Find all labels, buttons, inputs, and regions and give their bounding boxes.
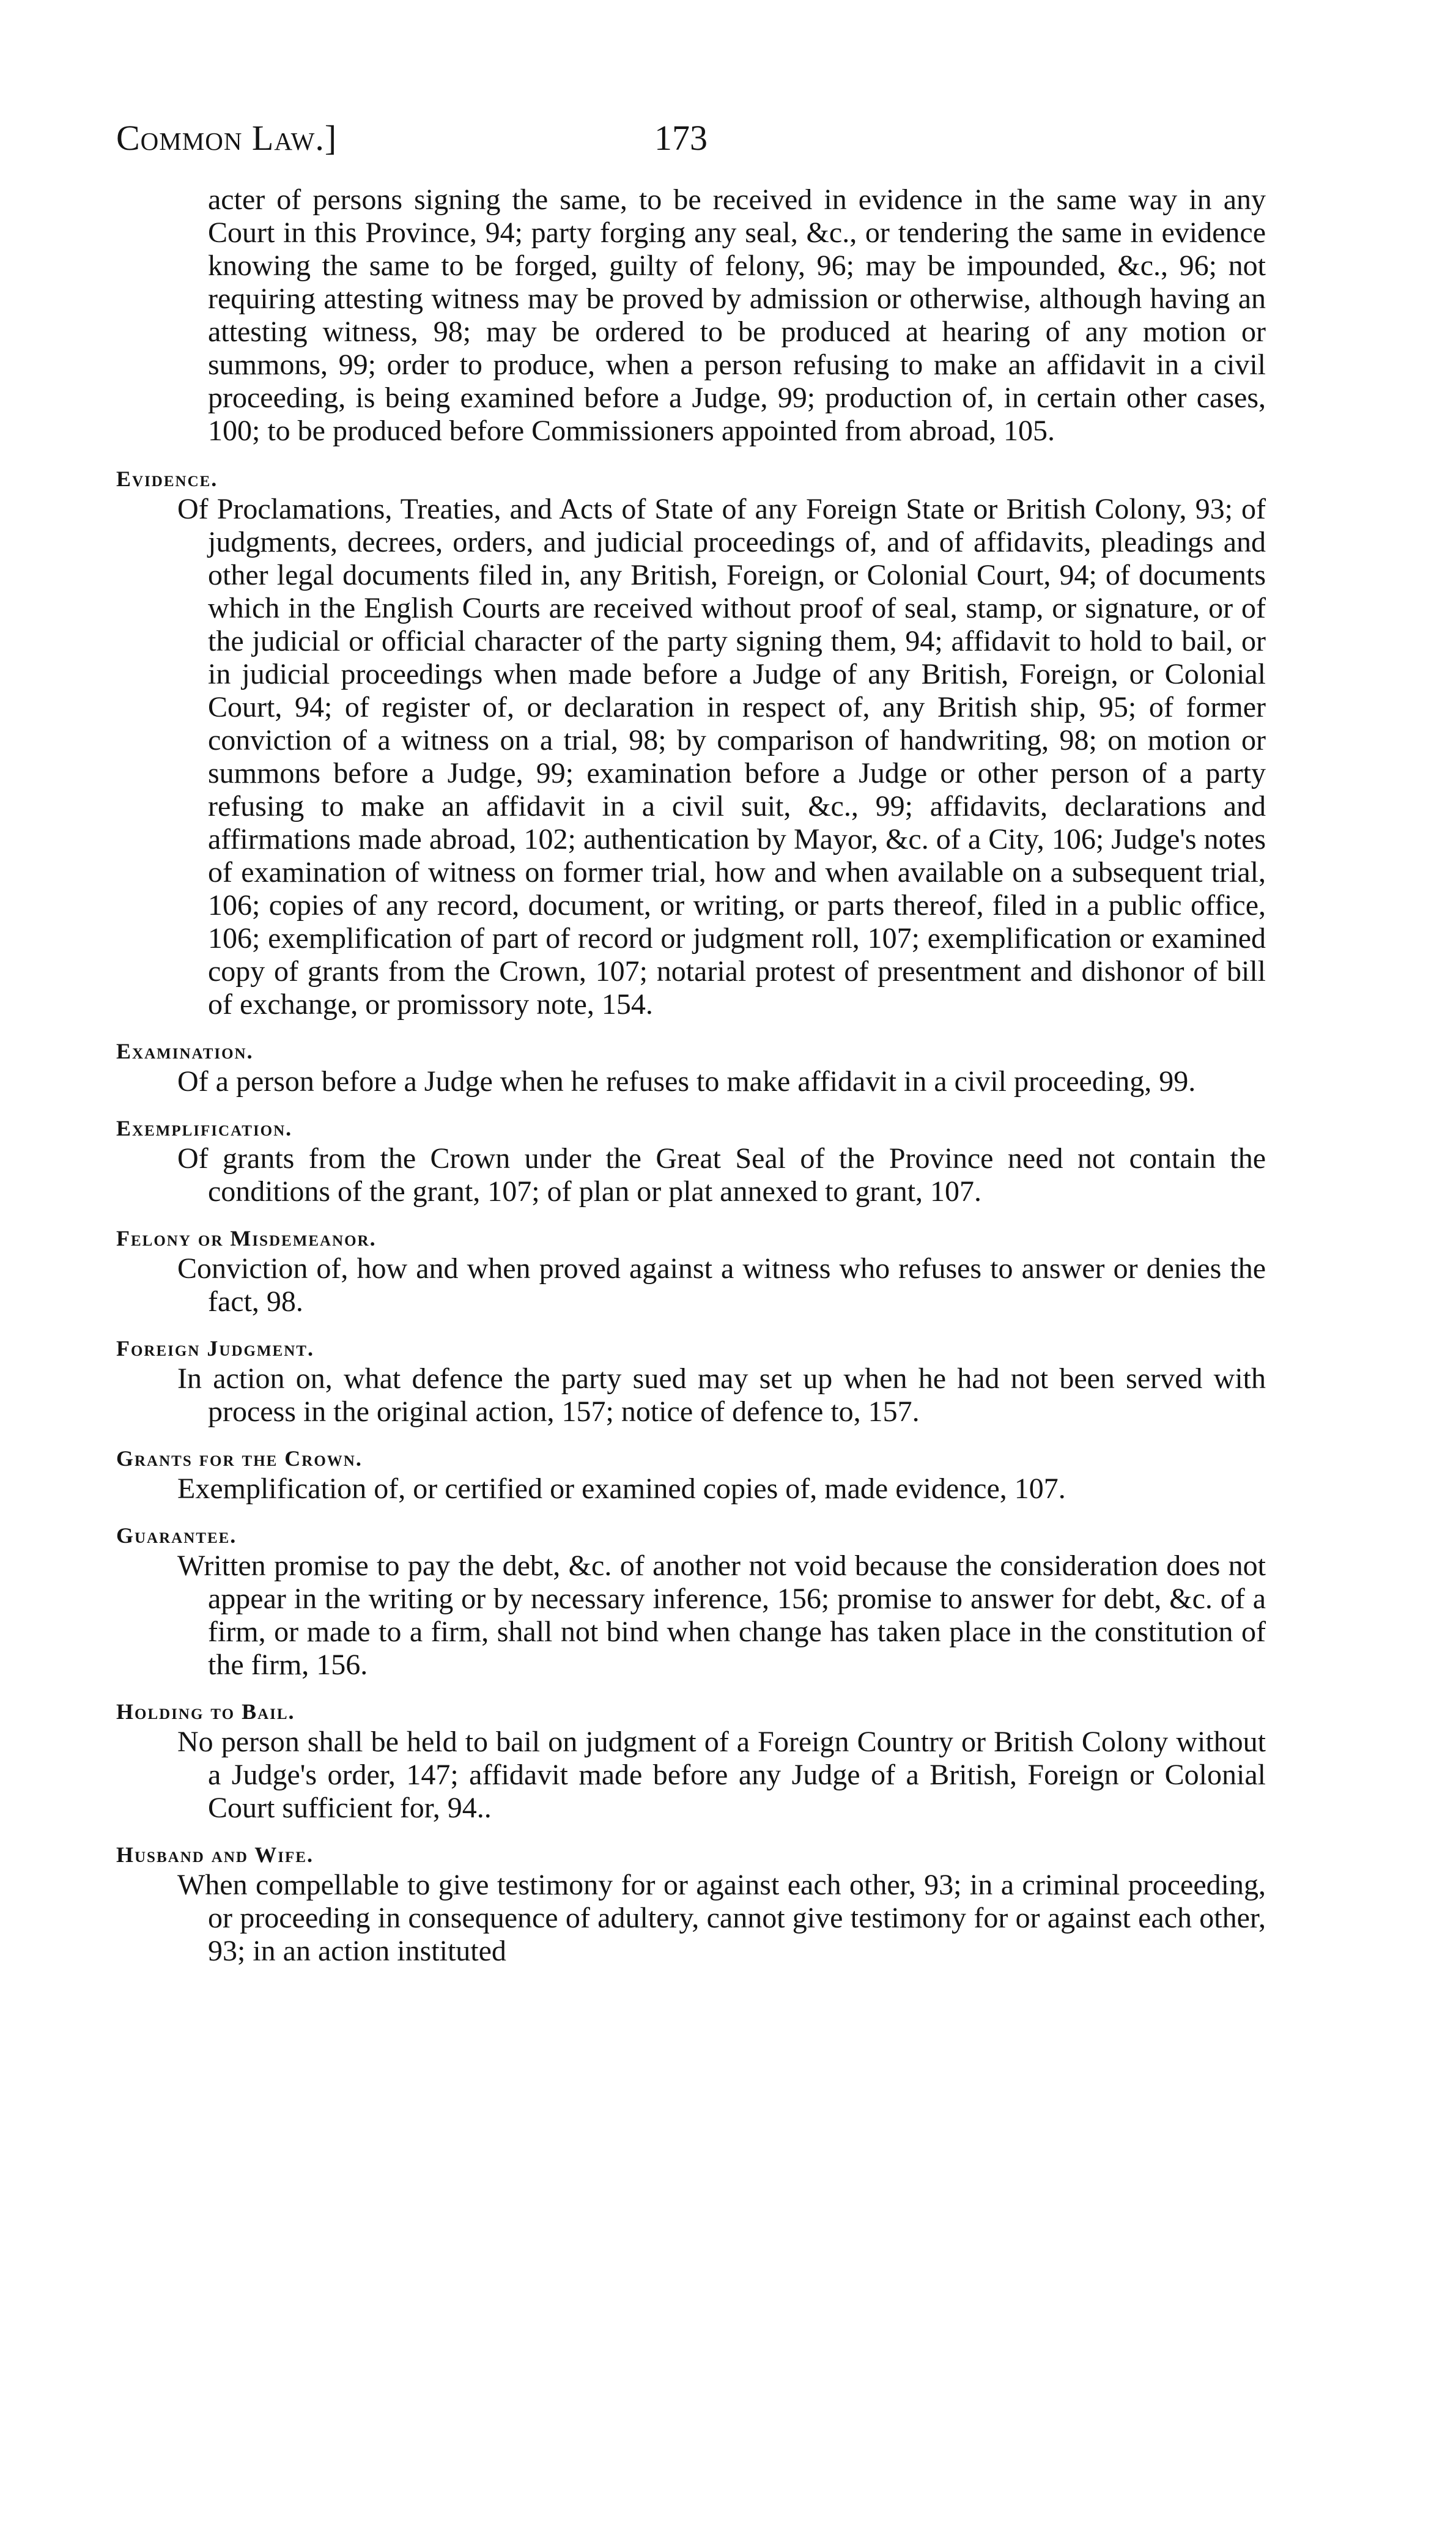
index-entry-evidence: [116, 465, 1266, 1021]
entry-text: Conviction of, how and when proved against a witness who refuses to answer or denies the fact, 98.: [177, 1252, 1266, 1318]
entry-heading: Guarantee.: [116, 1523, 237, 1548]
entry-text: Of grants from the Crown under the Great Seal of the Province need not contain the conditions of the grant, 107; of plan or plat annexed to grant, 107.: [177, 1142, 1266, 1208]
index-text: [116, 183, 1266, 1984]
entry-heading: Evidence.: [116, 467, 218, 491]
index-entry-exemplification: [116, 1114, 1266, 1208]
entry-text: Of Proclamations, Treaties, and Acts of State of any Foreign State or British Colony, 93; of judgments, decrees, orders, and judicial proceedings of, and of affidavits, pleadings and other legal documents filed in, any British, Foreign, or Colonial Court, 94; of documents which in the English Courts are received without proof of seal, stamp, or signature, or of the judicial or official character of the party signing them, 94; affidavit to hold to bail, or in judicial proceedings when made before a Judge of any British, Foreign, or Colonial Court, 94; of register of, or declaration in respect of, any British ship, 95; of former conviction of a witness on a trial, 98; by comparison of handwriting, 98; on motion or summons before a Judge, 99; examination before a Judge or other person of a party refusing to make an affidavit in a civil suit, &c., 99; affidavits, declarations and affirmations made abroad, 102; authentication by Mayor, &c. of a City, 106; Judge's notes of examination of witness on former trial, how and when available on a subsequent trial, 106; copies of any record, document, or writing, or parts thereof, filed in a public office, 106; exemplification of part of record or judgment roll, 107; exemplification or examined copy of grants from the Crown, 107; notarial protest of presentment and dishonor of bill of exchange, or promissory note, 154.: [177, 493, 1266, 1021]
page-number: 173: [654, 118, 708, 158]
entry-heading: Foreign Judgment.: [116, 1336, 314, 1361]
running-head: [116, 117, 1339, 166]
entry-text: In action on, what defence the party sued may set up when he had not been served with process in the original action, 157; notice of defence to, 157.: [177, 1362, 1266, 1428]
entry-heading: Examination.: [116, 1039, 254, 1063]
entry-text: Exemplification of, or certified or examined copies of, made evidence, 107.: [177, 1472, 1066, 1505]
index-entry-examination: [116, 1037, 1266, 1098]
entry-text: Of a person before a Judge when he refuses to make affidavit in a civil proceeding, 99.: [177, 1065, 1196, 1098]
entry-heading: Exemplification.: [116, 1116, 293, 1140]
entry-text: When compellable to give testimony for or against each other, 93; in a criminal proceeding, or proceeding in consequence of adultery, cannot give testimony for or against each other, 93; in an action instituted: [177, 1869, 1266, 1967]
entry-text: No person shall be held to bail on judgment of a Foreign Country or British Colony without a Judge's order, 147; affidavit made before any Judge of a British, Foreign or Colonial Court sufficient for, 94..: [177, 1726, 1266, 1824]
entry-heading: Holding to Bail.: [116, 1699, 295, 1724]
index-entry-foreign-judgment: [116, 1334, 1266, 1428]
index-entry-holding-to-bail: [116, 1698, 1266, 1825]
entry-text: Written promise to pay the debt, &c. of another not void because the consideration does not appear in the writing or by necessary inference, 156; promise to answer for debt, &c. of a firm, or made to a firm, shall not bind when change has taken place in the constitution of the firm, 156.: [177, 1550, 1266, 1681]
section-title: Common Law.]: [116, 118, 338, 158]
index-entry-guarantee: [116, 1521, 1266, 1682]
entry-heading: Felony or Misdemeanor.: [116, 1226, 377, 1251]
index-entry-felony-or-misdemeanor: [116, 1224, 1266, 1318]
index-entry-husband-and-wife: [116, 1841, 1266, 1968]
index-entry-grants-for-the-crown: [116, 1444, 1266, 1506]
entry-heading: Husband and Wife.: [116, 1842, 314, 1867]
continuation-paragraph: acter of persons signing the same, to be received in evidence in the same way in any Court in this Province, 94; party forging any seal, &c., or tendering the same in evidence knowing the same to be forged, guilty of felony, 96; may be impounded, &c., 96; not requiring attesting witness may be proved by admission or otherwise, although having an attesting witness, 98; may be ordered to be produced at hearing of any motion or summons, 99; order to produce, when a person refusing to make an affidavit in a civil proceeding, is being examined before a Judge, 99; production of, in certain other cases, 100; to be produced before Commissioners appointed from abroad, 105.: [208, 183, 1266, 447]
entry-heading: Grants for the Crown.: [116, 1446, 363, 1471]
